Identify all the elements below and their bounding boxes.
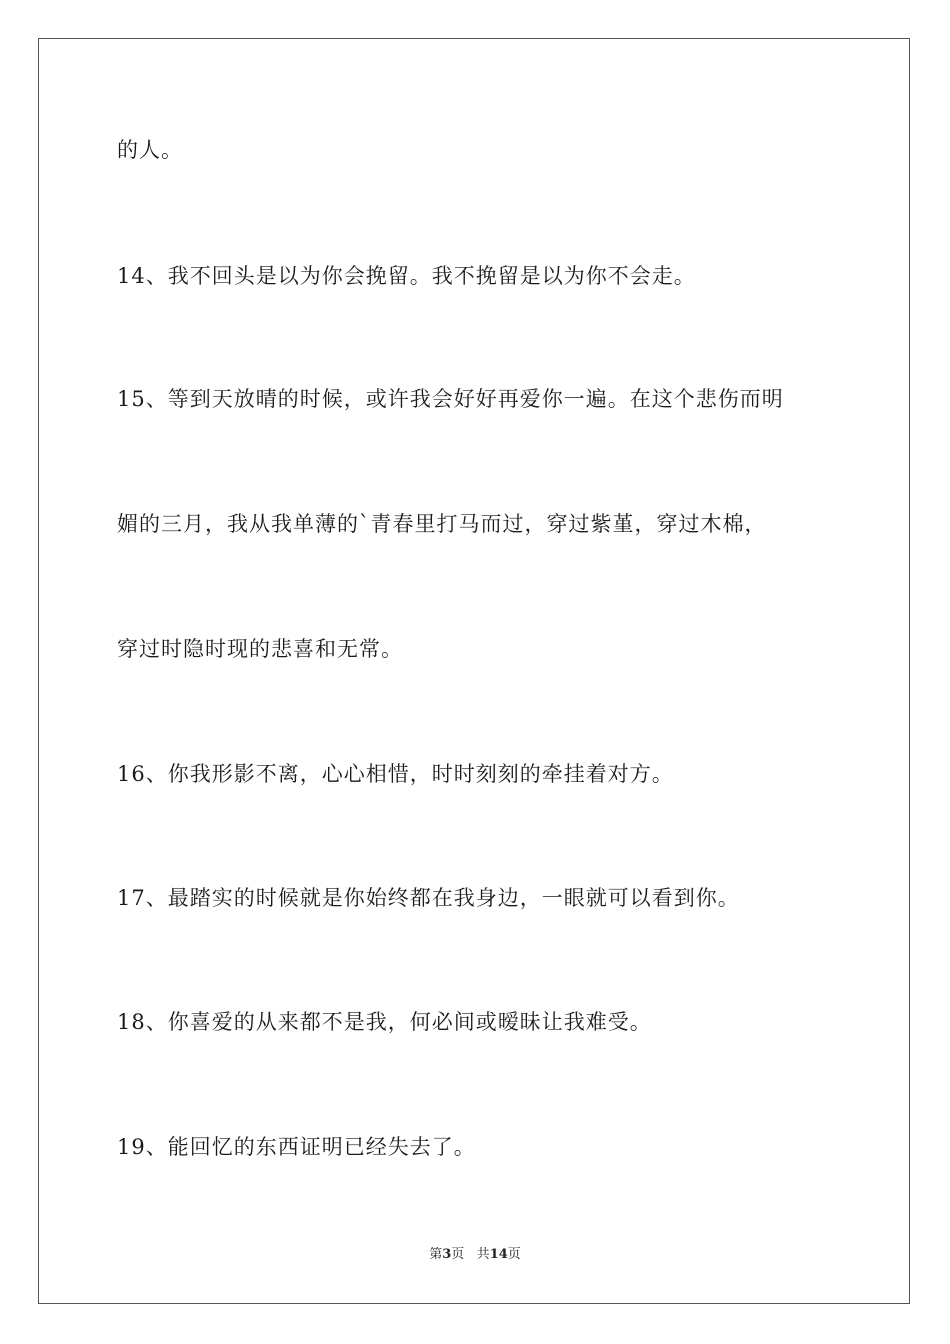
text-line-2: 14、我不回头是以为你会挽留。我不挽留是以为你不会走。 xyxy=(117,264,696,288)
text-line-4: 媚的三月，我从我单薄的`青春里打马而过，穿过紫堇，穿过木棉， xyxy=(117,512,767,536)
total-pages: 14 xyxy=(489,1247,508,1262)
text-line-7: 17、最踏实的时候就是你始终都在我身边，一眼就可以看到你。 xyxy=(117,886,740,910)
total-suffix: 页 xyxy=(507,1247,521,1262)
page-footer xyxy=(0,1246,950,1264)
page-border xyxy=(38,38,910,1304)
text-line-9: 19、能回忆的东西证明已经失去了。 xyxy=(117,1135,476,1159)
text-line-6: 16、你我形影不离，心心相惜，时时刻刻的牵挂着对方。 xyxy=(117,762,674,786)
total-prefix: 共 xyxy=(476,1247,490,1262)
page-prefix: 第 xyxy=(429,1247,443,1262)
page-suffix: 页 xyxy=(451,1247,465,1262)
text-line-3: 15、等到天放晴的时候，或许我会好好再爱你一遍。在这个悲伤而明 xyxy=(117,387,784,411)
text-line-1: 的人。 xyxy=(117,138,183,162)
text-line-5: 穿过时隐时现的悲喜和无常。 xyxy=(117,637,403,661)
page-number: 3 xyxy=(442,1247,452,1262)
text-line-8: 18、你喜爱的从来都不是我，何必间或暧昧让我难受。 xyxy=(117,1010,652,1034)
